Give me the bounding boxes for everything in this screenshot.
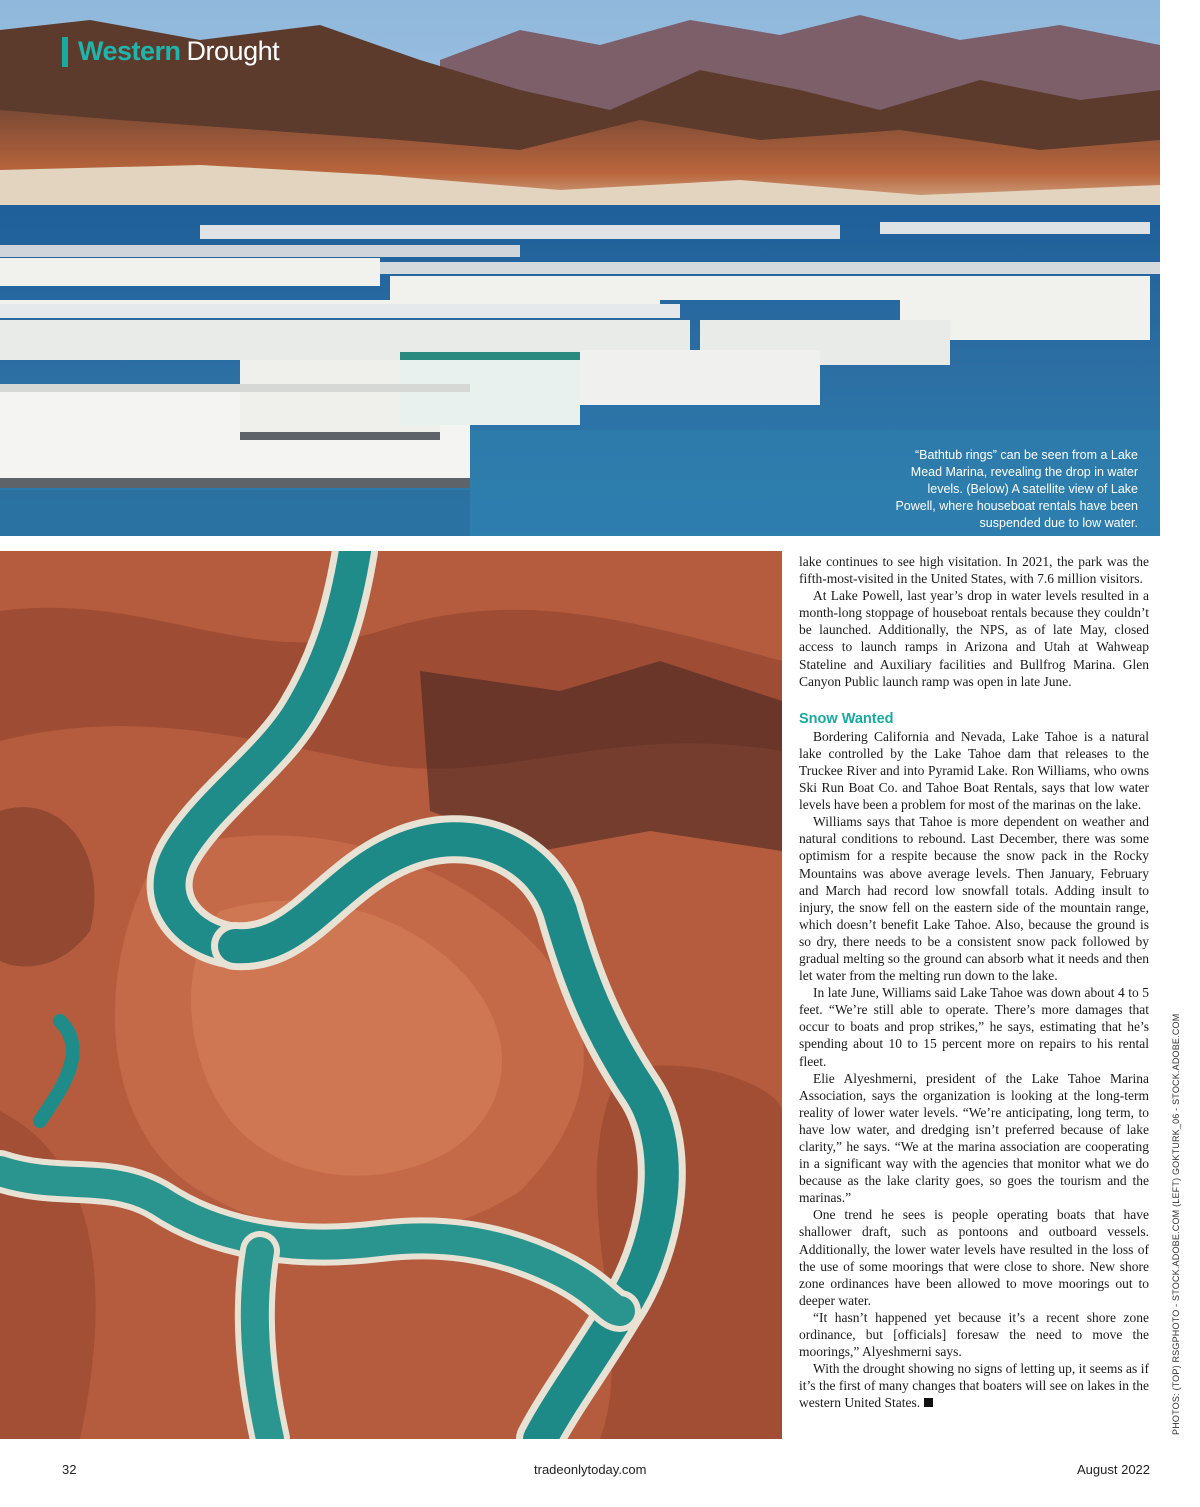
article-subhead: Snow Wanted (799, 710, 894, 727)
article-paragraph: At Lake Powell, last year’s drop in water levels resulted in a month-long stoppage of houseboat rentals because they couldn’t be launched. Additionally, the NPS, as of late May, closed access to launch ramps in Arizona and Utah at Wahweap Stateline and Auxiliary facilities and Bullfrog Marina. Glen Canyon Public launch ramp was open in late June. (799, 588, 1149, 689)
article-body (799, 553, 1149, 1412)
article-paragraph: Williams says that Tahoe is more dependent on weather and natural conditions to rebound. Last December, there was some optimism for a respite because the snow pack in the Rocky Mountains was above average levels. Then January, February and March had record low snowfall totals. Adding insult to injury, the snow fell on the eastern side of the mountain range, which doesn’t benefit Lake Tahoe. Also, because the ground is so dry, there needs to be a consistent snow pack followed by gradual melting so the ground can absorb what it needs and then let water from the melting run down to the lake. (799, 814, 1149, 984)
article-paragraph: “It hasn’t happened yet because it’s a recent shore zone ordinance, but [officials] foresaw the need to move the moorings,” Alyeshmerni says. (799, 1309, 1149, 1360)
lake-powell-satellite-photo (0, 551, 782, 1439)
footer-site-link[interactable]: tradeonlytoday.com (534, 1462, 647, 1477)
article-last-paragraph-text: With the drought showing no signs of letting up, it seems as if it’s the first of many changes that boaters will see on lakes in the western United States. (799, 1361, 1149, 1411)
lake-mead-marina-photo (0, 0, 1160, 536)
section-word-western: Western (78, 36, 181, 66)
article-last-paragraph (799, 1360, 1149, 1411)
article-paragraph: lake continues to see high visitation. In 2021, the park was the fifth-most-visited in the United States, with 7.6 million visitors. (799, 554, 1149, 587)
end-mark-icon (924, 1398, 933, 1407)
photo-credit: PHOTOS: (TOP) RSGPHOTO - STOCK.ADOBE.COM (LEFT) GOKTURK_06 - STOCK.ADOBE.COM (1171, 1013, 1181, 1435)
page-number: 32 (62, 1462, 77, 1477)
satellite-illustration (0, 551, 782, 1439)
issue-date: August 2022 (1077, 1462, 1151, 1477)
section-tag-bar (62, 37, 68, 67)
photo-caption: “Bathtub rings” can be seen from a Lake Mead Marina, revealing the drop in water levels. (Below) A satellite view of Lake Powell, where houseboat rentals have been suspended due to low water. (895, 448, 1138, 530)
section-tag (62, 36, 279, 67)
article-paragraph: One trend he sees is people operating boats that have shallower draft, such as pontoons and outboard vessels. Additionally, the lower water levels have resulted in the loss of the use of some moorings that were close to shore. New shore zone ordinances have been allowed to move moorings out to deeper water. (799, 1207, 1149, 1308)
article-paragraph: Bordering California and Nevada, Lake Tahoe is a natural lake controlled by the Lake Tahoe dam that releases to the Truckee River and into Pyramid Lake. Ron Williams, who owns Ski Run Boat Co. and Tahoe Boat Rentals, says that low water levels have been a problem for most of the marinas on the lake. (799, 728, 1149, 813)
section-word-drought: Drought (186, 36, 280, 66)
article-paragraph: In late June, Williams said Lake Tahoe was down about 4 to 5 feet. “We’re still able to operate. There’s more damages that occur to boats and prop strikes,” he says, estimating that he’s spending about 10 to 15 percent more on repairs to his rental fleet. (799, 985, 1149, 1069)
article-paragraph: Elie Alyeshmerni, president of the Lake Tahoe Marina Association, says the organization is looking at the long-term reality of lower water levels. “We’re anticipating, long term, to have low water, and dredging isn’t preferred because of lake clarity,” he says. “We at the marina association are cooperating in a significant way with the agencies that monitor what we do because as the lake clarity goes, so goes the tourism and the marinas.” (799, 1070, 1149, 1206)
